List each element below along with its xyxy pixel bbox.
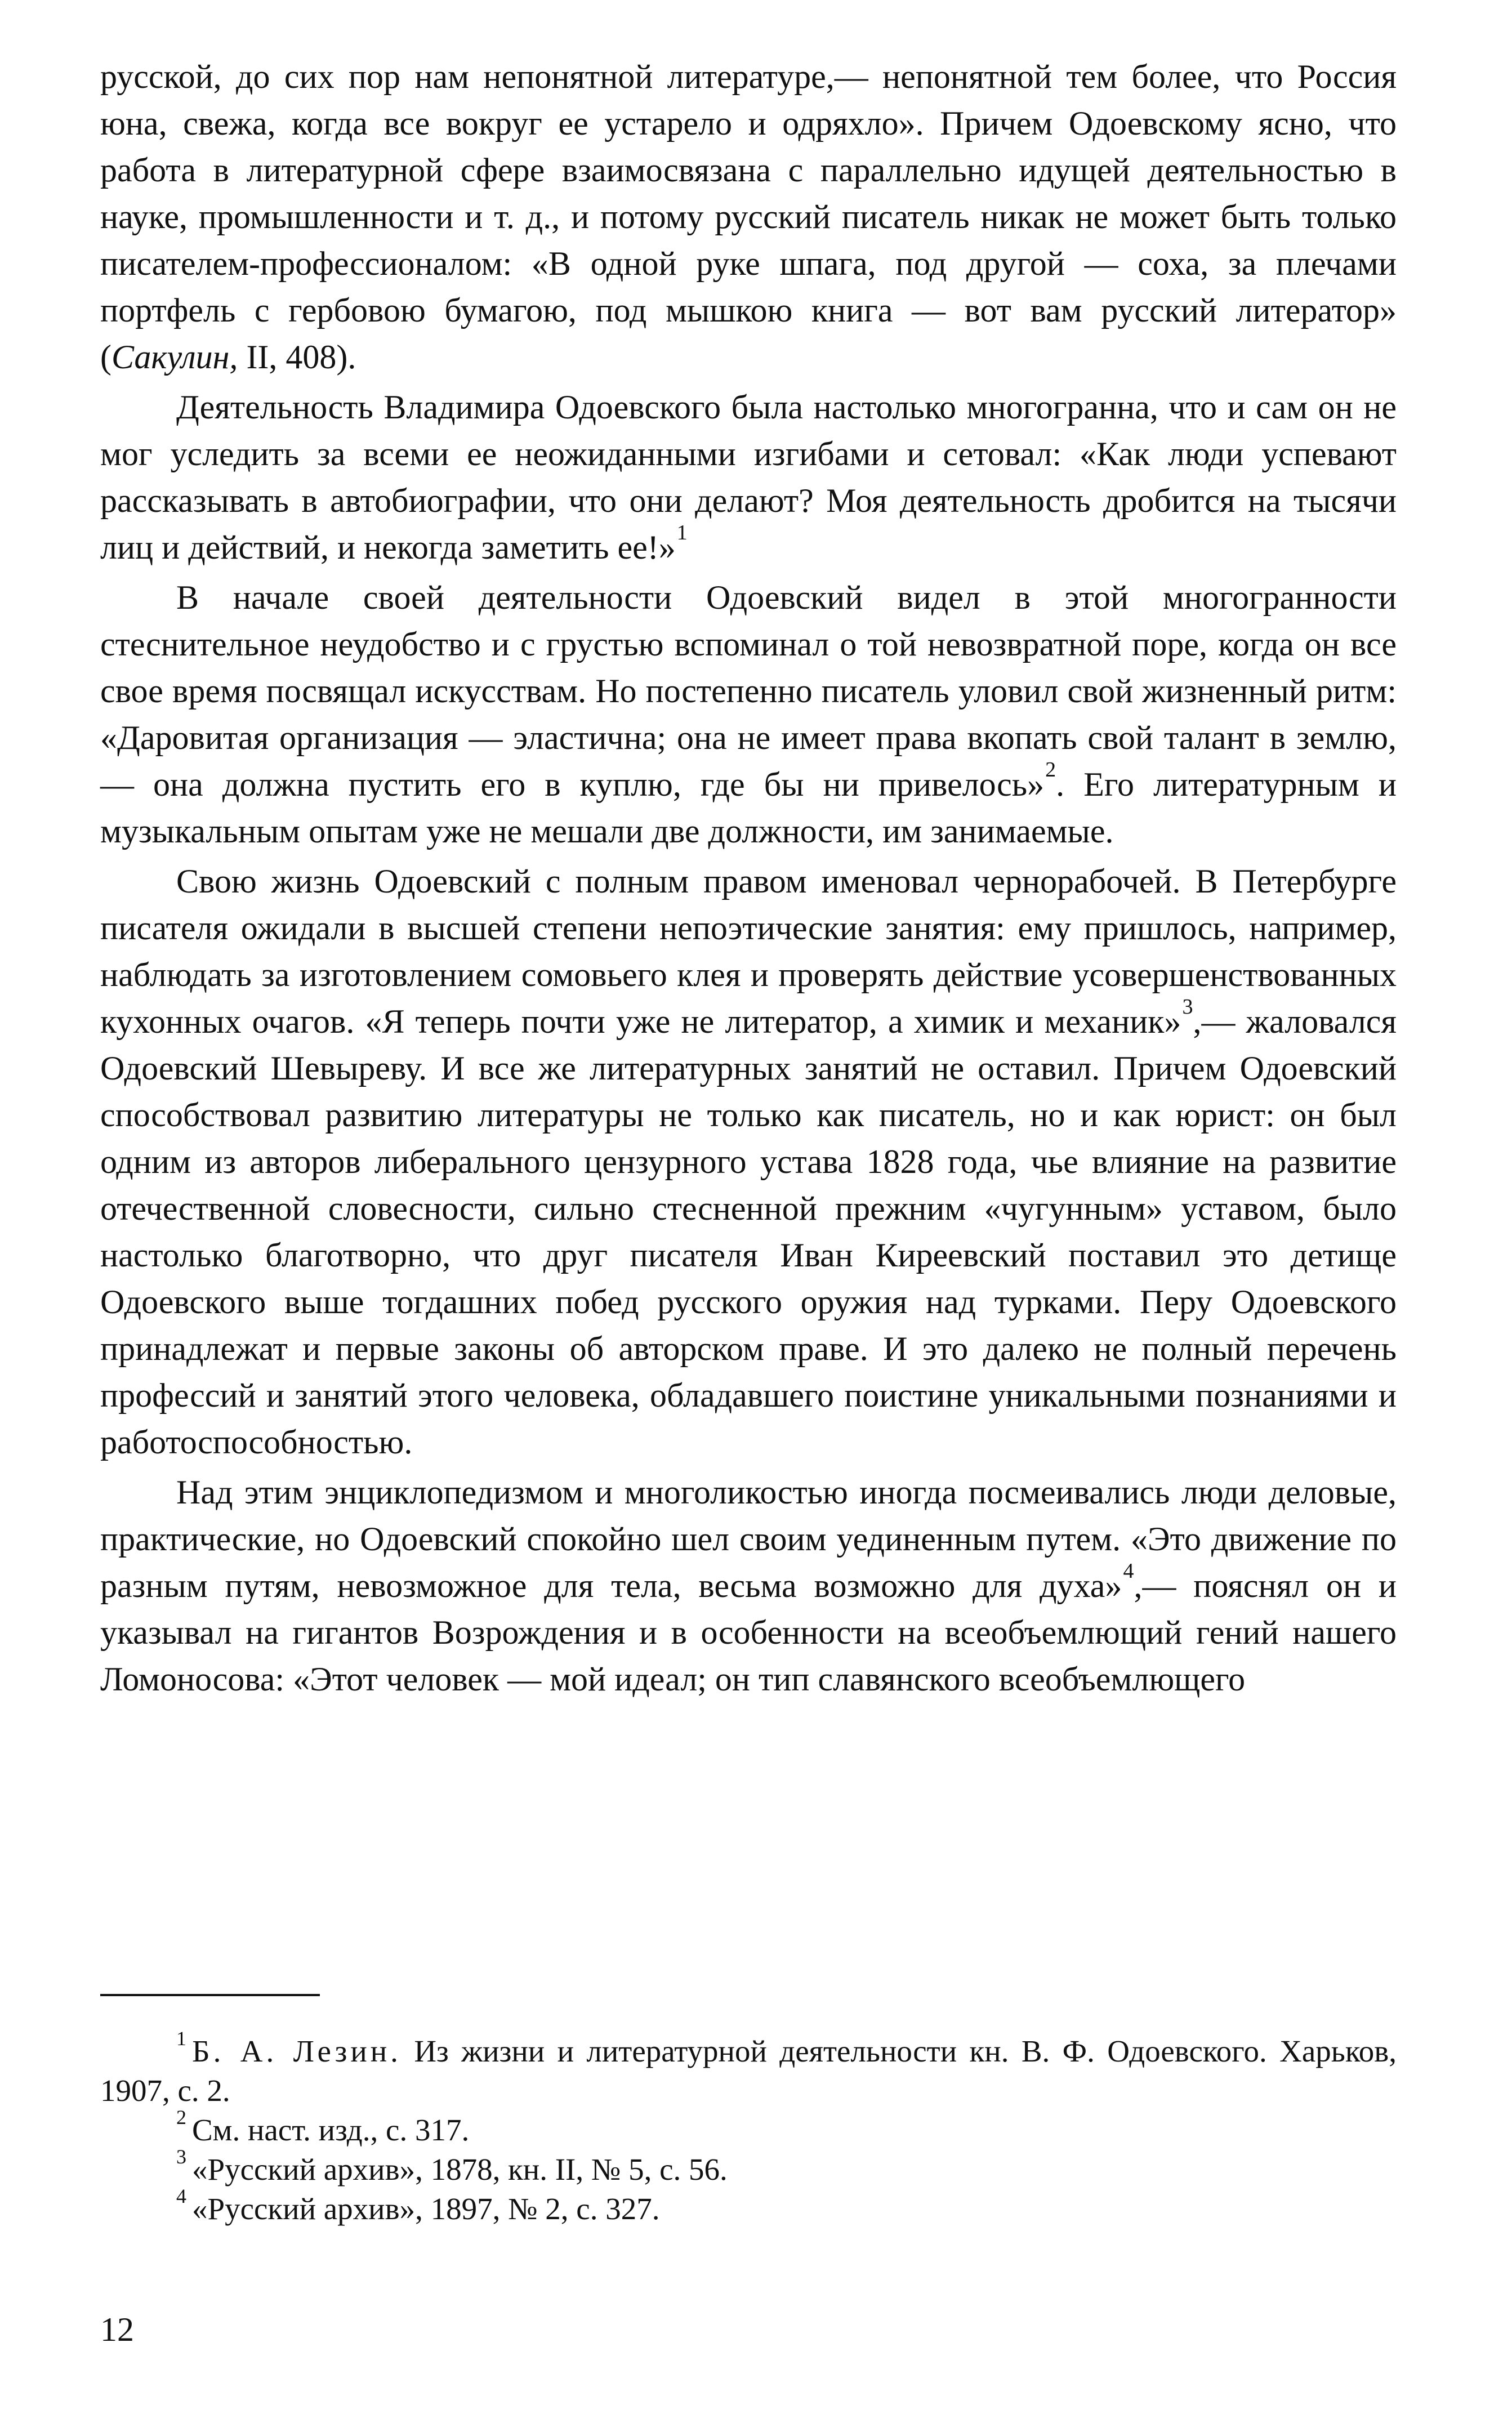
paragraph-4-text-b: ,— жаловался Одоевский Шевыреву. И все же литературных занятий не оставил. Причем Одоевский способствовал развитию литературы не только как писатель, но и как юрист: он был одним из авторов либерального цензурного устава 1828 года, чье влияние на развитие отечественной словесности, сильно стесненной прежним «чугунным» уставом, было настолько благотворно, что друг писателя Иван Киреевский поставил это детище Одоевского выше тогдашних побед русского оружия над турками. Перу Одоевского принадлежат и первые законы об авторском праве. И это далеко не полный перечень профессий и занятий этого человека, обладавшего поистине уникальными познаниями и работоспособностью. [100,1003,1397,1461]
citation-volume-page: II, 408). [238,338,356,376]
footnote-ref-3: 3 [1182,994,1193,1019]
paragraph-5-text-b: ,— пояснял он и указывал на гигантов Возрождения и в особенности на всеобъемлющий гений нашего Ломоносова: «Этот человек — мой идеал; он тип славянского всеобъемлющего [100,1567,1397,1698]
footnote-1 [100,2027,1397,2110]
paragraph-1-text: русской, до сих пор нам непонятной литературе,— непонятной тем более, что Россия юна, свежа, когда все вокруг ее устарело и одряхло». Причем Одоевскому ясно, что работа в литературной сфере взаимосвязана с параллельно идущей деятельностью в науке, промышленности и т. д., и потому русский писатель никак не может быть только писателем-профессионалом: «В одной руке шпага, под другой — соха, за плечами портфель с гербовою бумагою, под мышкою книга — вот вам русский литератор» ( [100,58,1397,376]
footnote-2-text: См. наст. изд., с. 317. [192,2113,470,2147]
footnote-2 [100,2106,1397,2150]
page-number: 12 [100,2311,134,2348]
citation-author: Сакулин, [111,338,238,376]
paragraph-2-text: Деятельность Владимира Одоевского была настолько многогранна, что и сам он не мог уследить за всеми ее неожиданными изгибами и сетовал: «Как люди успевают рассказывать в автобиографии, что они делают? Моя деятельность дробится на тысячи лиц и действий, и некогда заметить ее!» [100,389,1397,566]
paragraph-5 [100,1469,1397,1703]
paragraph-1 [100,53,1397,381]
paragraph-3 [100,574,1397,855]
footnote-3-text: «Русский архив», 1878, кн. II, № 5, с. 56. [192,2152,728,2187]
footnote-1-number: 1 [176,2027,186,2050]
footnote-4 [100,2185,1397,2229]
footnote-4-number: 4 [176,2185,186,2208]
footnote-ref-1: 1 [676,520,688,545]
footnote-2-number: 2 [176,2106,186,2129]
paragraph-5-text-a: Над этим энциклопедизмом и многоликостью иногда посмеивались люди деловые, практические, но Одоевский спокойно шел своим уединенным путем. «Это движение по разным путям, невозможное для тела, весьма возможно для духа» [100,1474,1397,1604]
paragraph-4 [100,858,1397,1466]
footnote-4-text: «Русский архив», 1897, № 2, с. 327. [192,2192,660,2226]
footnote-3 [100,2145,1397,2189]
footnote-1-author: Б. А. Лезин. [192,2034,402,2068]
paragraph-3-text-b: . Его литературным и музыкальным опытам уже не мешали две должности, им занимаемые. [100,766,1397,850]
footnote-divider [100,1994,320,1996]
footnote-ref-4: 4 [1123,1559,1134,1583]
body-text [100,53,1397,1703]
paragraph-3-text-a: В начале своей деятельности Одоевский видел в этой многогранности стеснительное неудобство и с грустью вспоминал о той невозвратной поре, когда он все свое время посвящал искусствам. Но постепенно писатель уловил свой жизненный ритм: «Даровитая организация — эластична; она не имеет права вкопать свой талант в землю,— она должна пустить его в куплю, где бы ни привелось» [100,579,1397,803]
footnote-1-text: Из жизни и литературной деятельности кн. В. Ф. Одоевского. Харьков, 1907, с. 2. [100,2034,1397,2108]
footnote-ref-2: 2 [1045,757,1056,782]
footnote-3-number: 3 [176,2145,186,2168]
footnotes [100,2027,1397,2229]
paragraph-4-text-a: Свою жизнь Одоевский с полным правом именовал чернорабочей. В Петербурге писателя ожидали в высшей степени непоэтические занятия: ему пришлось, например, наблюдать за изготовлением сомовьего клея и проверять действие усовершенствованных кухонных очагов. «Я теперь почти уже не литератор, а химик и механик» [100,863,1397,1040]
paragraph-2 [100,384,1397,571]
